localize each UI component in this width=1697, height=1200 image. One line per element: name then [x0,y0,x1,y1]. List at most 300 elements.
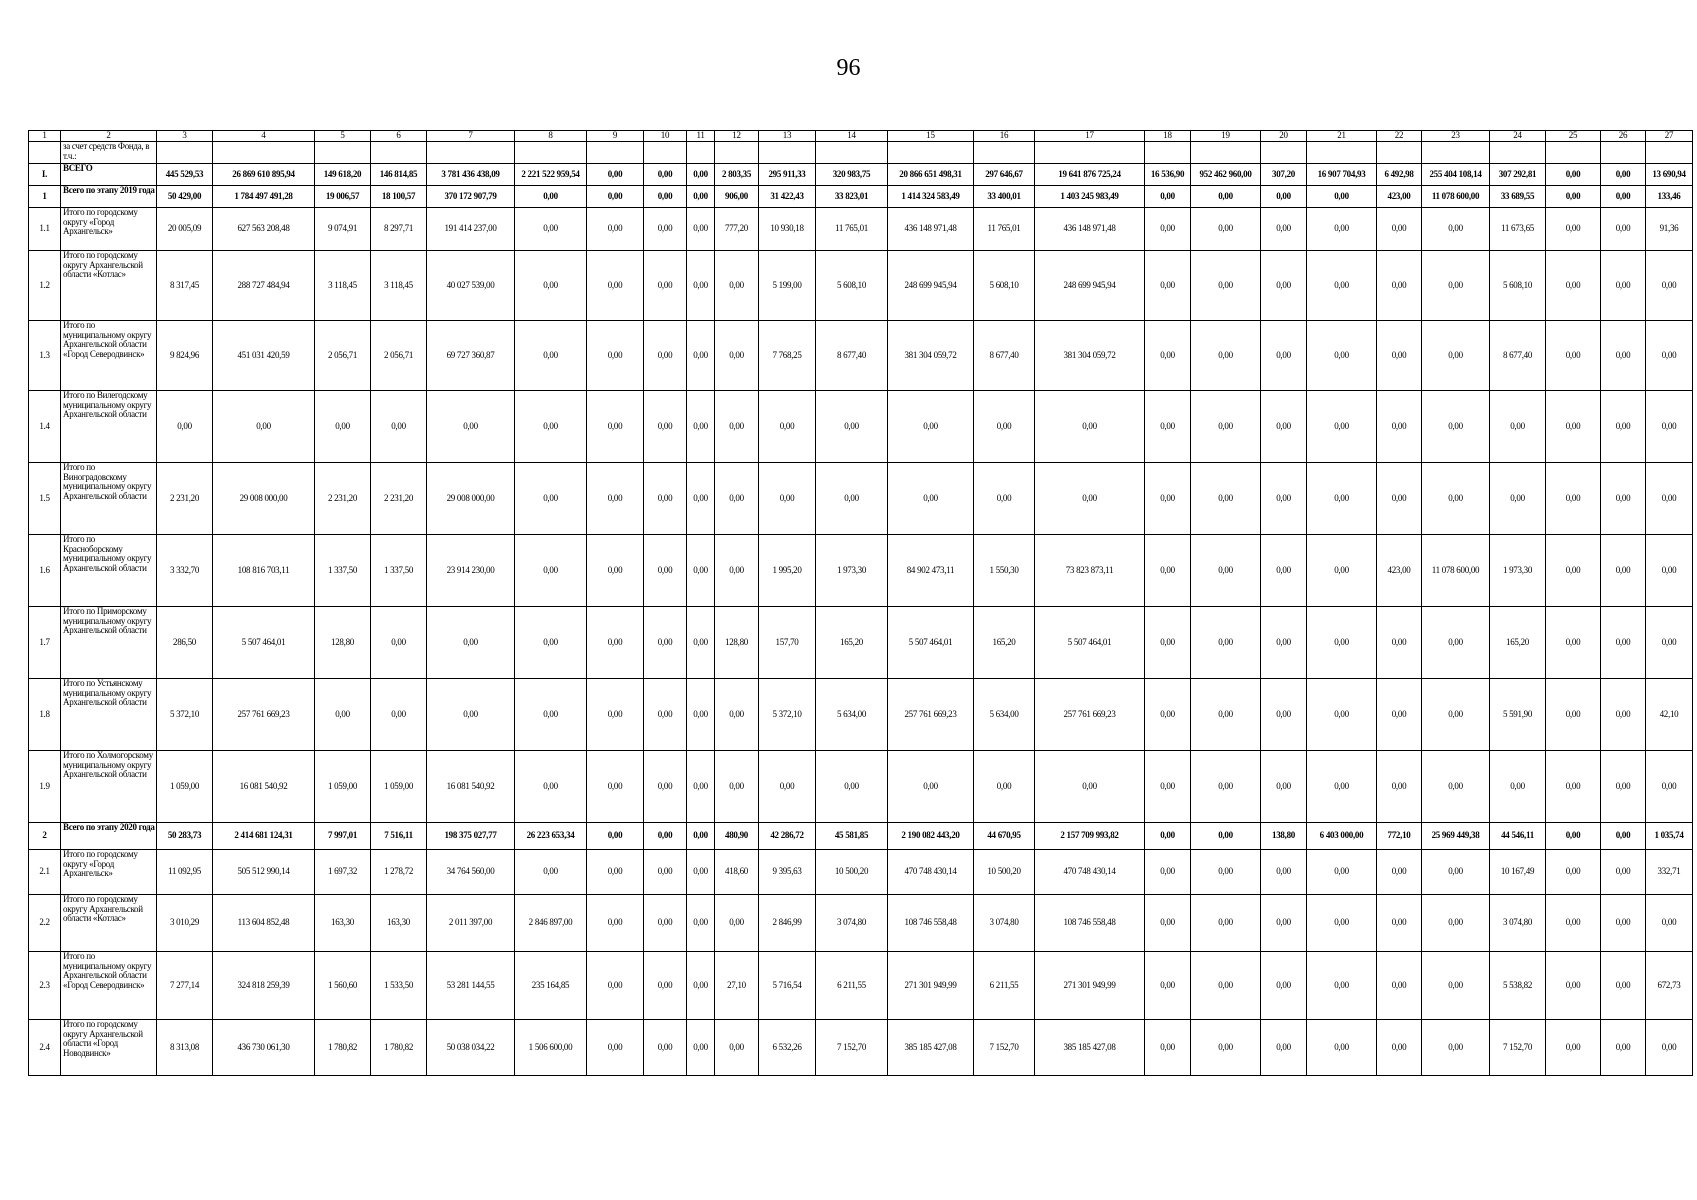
table-cell: 0,00 [1490,391,1546,463]
row-name-cell: Итого по муниципальному округу Архангельской области «Город Северодвинск» [61,321,157,391]
table-cell: 27,10 [715,952,759,1020]
table-cell: 0,00 [644,895,687,952]
table-cell: 332,71 [1646,850,1693,895]
table-cell: 0,00 [1191,607,1261,679]
table-cell: 2 056,71 [371,321,427,391]
table-cell: 8 297,71 [371,208,427,251]
table-cell: 0,00 [587,251,644,321]
table-cell: 423,00 [1377,535,1422,607]
table-cell: 0,00 [1145,321,1191,391]
table-cell: 2 803,35 [715,164,759,186]
table-cell: 157,70 [759,607,816,679]
table-cell: 906,00 [715,186,759,208]
table-cell: 0,00 [687,321,715,391]
table-cell: 248 699 945,94 [888,251,974,321]
column-number-cell: 27 [1646,131,1693,142]
table-cell: 0,00 [1261,463,1307,535]
table-cell: 5 507 464,01 [213,607,315,679]
table-cell: 0,00 [587,607,644,679]
table-cell: 2 011 397,00 [427,895,515,952]
table-cell: 320 983,75 [816,164,888,186]
table-cell [974,142,1035,164]
table-cell: 0,00 [1546,535,1601,607]
table-cell: 0,00 [687,679,715,751]
table-cell: 165,20 [1490,607,1546,679]
table-cell: 0,00 [715,321,759,391]
table-cell: 0,00 [1646,895,1693,952]
table-cell: 91,36 [1646,208,1693,251]
column-number-cell: 2 [61,131,157,142]
table-row [29,1020,1693,1076]
table-cell: 2 846 897,00 [515,895,587,952]
column-number-cell: 14 [816,131,888,142]
table-cell: 0,00 [644,1020,687,1076]
table-cell [1422,142,1490,164]
table-cell: 0,00 [1601,679,1646,751]
table-cell: 672,73 [1646,952,1693,1020]
table-cell: 2 231,20 [371,463,427,535]
table-cell: 0,00 [1307,607,1377,679]
table-cell: 16 536,90 [1145,164,1191,186]
table-cell: 0,00 [515,607,587,679]
table-cell: 257 761 669,23 [888,679,974,751]
table-cell: 0,00 [644,391,687,463]
table-cell: 0,00 [1261,391,1307,463]
table-body [29,131,1693,1076]
table-cell: 0,00 [1422,321,1490,391]
table-cell: 271 301 949,99 [888,952,974,1020]
row-number-cell: 1 [29,186,61,208]
row-number-cell: 1.3 [29,321,61,391]
table-cell: 0,00 [587,895,644,952]
table-cell: 0,00 [1546,321,1601,391]
table-cell: 0,00 [1035,391,1145,463]
table-cell: 33 689,55 [1490,186,1546,208]
table-row [29,208,1693,251]
table-cell: 0,00 [687,251,715,321]
table-cell: 0,00 [644,607,687,679]
table-cell: 0,00 [587,391,644,463]
table-cell: 0,00 [687,952,715,1020]
table-cell [1646,142,1693,164]
table-cell: 288 727 484,94 [213,251,315,321]
table-cell: 42,10 [1646,679,1693,751]
table-cell: 0,00 [1307,391,1377,463]
table-cell: 1 995,20 [759,535,816,607]
table-cell: 23 914 230,00 [427,535,515,607]
table-cell: 8 677,40 [1490,321,1546,391]
table-cell: 0,00 [1191,186,1261,208]
table-cell: 0,00 [644,679,687,751]
table-cell: 50 038 034,22 [427,1020,515,1076]
table-cell: 0,00 [213,391,315,463]
table-cell: 198 375 027,77 [427,823,515,850]
table-cell [1601,142,1646,164]
table-cell: 45 581,85 [816,823,888,850]
table-cell: 0,00 [1307,850,1377,895]
table-cell: 0,00 [1307,208,1377,251]
table-cell: 381 304 059,72 [888,321,974,391]
table-cell: 0,00 [1145,1020,1191,1076]
table-cell: 0,00 [1191,535,1261,607]
column-number-cell: 11 [687,131,715,142]
table-cell: 146 814,85 [371,164,427,186]
table-cell: 10 167,49 [1490,850,1546,895]
table-cell: 0,00 [587,952,644,1020]
table-cell: 8 313,08 [157,1020,213,1076]
table-cell: 0,00 [1546,391,1601,463]
table-cell: 0,00 [715,679,759,751]
table-cell: 0,00 [1422,208,1490,251]
table-cell: 0,00 [1145,391,1191,463]
table-cell: 5 608,10 [974,251,1035,321]
table-cell: 0,00 [1646,1020,1693,1076]
table-cell: 0,00 [587,321,644,391]
table-cell: 0,00 [759,463,816,535]
table-cell: 0,00 [1191,895,1261,952]
table-cell: 0,00 [587,751,644,823]
column-number-cell: 18 [1145,131,1191,142]
table-cell: 165,20 [974,607,1035,679]
table-cell: 0,00 [315,391,371,463]
table-cell: 5 199,00 [759,251,816,321]
table-cell: 307,20 [1261,164,1307,186]
table-cell: 0,00 [687,535,715,607]
column-number-cell: 13 [759,131,816,142]
table-row [29,895,1693,952]
table-cell: 0,00 [1422,1020,1490,1076]
table-cell [371,142,427,164]
table-cell: 0,00 [1191,391,1261,463]
table-cell: 0,00 [587,823,644,850]
table-cell: 0,00 [1546,251,1601,321]
column-number-cell: 10 [644,131,687,142]
table-cell: 0,00 [1307,251,1377,321]
table-cell: 436 148 971,48 [888,208,974,251]
table-cell: 0,00 [1145,751,1191,823]
data-table [28,130,1693,1076]
table-cell: 31 422,43 [759,186,816,208]
table-cell: 13 690,94 [1646,164,1693,186]
table-cell: 0,00 [1422,463,1490,535]
column-number-cell: 7 [427,131,515,142]
table-cell: 0,00 [1191,823,1261,850]
table-row [29,607,1693,679]
table-cell: 0,00 [1307,463,1377,535]
table-cell: 286,50 [157,607,213,679]
table-cell: 5 608,10 [1490,251,1546,321]
table-cell: 0,00 [515,251,587,321]
row-name-cell: Итого по муниципальному округу Архангельской области «Город Северодвинск» [61,952,157,1020]
table-cell: 5 591,90 [1490,679,1546,751]
table-cell: 0,00 [888,463,974,535]
table-cell: 0,00 [1601,251,1646,321]
table-cell: 1 780,82 [371,1020,427,1076]
column-number-cell: 20 [1261,131,1307,142]
table-cell: 0,00 [1646,251,1693,321]
table-cell: 0,00 [587,186,644,208]
table-cell: 0,00 [1422,952,1490,1020]
table-cell: 0,00 [1546,186,1601,208]
table-cell: 0,00 [371,391,427,463]
table-cell: 9 074,91 [315,208,371,251]
table-cell [1377,142,1422,164]
table-cell [1145,142,1191,164]
table-cell: 1 337,50 [315,535,371,607]
table-cell: 2 231,20 [157,463,213,535]
table-cell: 0,00 [1601,895,1646,952]
table-cell [687,142,715,164]
row-number-cell: 2.1 [29,850,61,895]
table-cell: 2 190 082 443,20 [888,823,974,850]
row-name-cell: за счет средств Фонда, в т.ч.: [61,142,157,164]
table-cell: 0,00 [1601,164,1646,186]
table-cell: 0,00 [1145,823,1191,850]
table-cell: 0,00 [1422,850,1490,895]
table-cell: 1 059,00 [157,751,213,823]
table-cell: 6 403 000,00 [1307,823,1377,850]
row-number-cell: 2 [29,823,61,850]
table-cell: 0,00 [587,535,644,607]
table-cell: 0,00 [1307,1020,1377,1076]
table-cell: 0,00 [1546,463,1601,535]
table-cell: 0,00 [1601,823,1646,850]
table-cell: 0,00 [1377,607,1422,679]
column-number-cell: 5 [315,131,371,142]
table-cell: 0,00 [587,1020,644,1076]
table-cell: 271 301 949,99 [1035,952,1145,1020]
table-cell: 0,00 [1145,895,1191,952]
table-cell: 0,00 [1377,391,1422,463]
table-cell: 0,00 [1601,952,1646,1020]
row-name-cell: Итого по Вилегодскому муниципальному округу Архангельской области [61,391,157,463]
table-cell: 470 748 430,14 [888,850,974,895]
table-cell: 0,00 [1145,251,1191,321]
table-cell: 53 281 144,55 [427,952,515,1020]
column-number-cell: 19 [1191,131,1261,142]
table-cell: 1 035,74 [1646,823,1693,850]
table-cell: 29 008 000,00 [213,463,315,535]
table-cell: 0,00 [427,607,515,679]
table-cell: 0,00 [1145,186,1191,208]
table-cell: 0,00 [1546,607,1601,679]
table-cell: 0,00 [1546,850,1601,895]
table-cell: 627 563 208,48 [213,208,315,251]
table-cell: 26 223 653,34 [515,823,587,850]
table-cell: 0,00 [1261,251,1307,321]
table-cell: 2 221 522 959,54 [515,164,587,186]
table-cell: 33 823,01 [816,186,888,208]
table-cell: 6 211,55 [974,952,1035,1020]
table-cell: 3 074,80 [974,895,1035,952]
column-number-row [29,131,1693,142]
table-row [29,321,1693,391]
table-cell: 0,00 [1261,850,1307,895]
table-cell: 0,00 [687,895,715,952]
table-cell: 0,00 [1191,1020,1261,1076]
table-cell: 5 634,00 [816,679,888,751]
row-number-cell: 2.4 [29,1020,61,1076]
table-cell: 2 157 709 993,82 [1035,823,1145,850]
table-cell: 3 118,45 [315,251,371,321]
table-cell: 0,00 [974,391,1035,463]
table-cell: 0,00 [515,391,587,463]
data-table-container [28,130,1686,1076]
table-row [29,535,1693,607]
table-cell: 0,00 [1422,895,1490,952]
table-cell: 0,00 [644,535,687,607]
table-cell: 952 462 960,00 [1191,164,1261,186]
row-name-cell: Итого по Холмогорскому муниципальному округу Архангельской области [61,751,157,823]
table-cell: 7 152,70 [816,1020,888,1076]
table-cell: 505 512 990,14 [213,850,315,895]
table-cell: 0,00 [1546,679,1601,751]
table-cell: 163,30 [371,895,427,952]
table-cell: 0,00 [1261,751,1307,823]
table-cell: 0,00 [1035,463,1145,535]
table-cell: 0,00 [715,251,759,321]
table-cell: 0,00 [644,823,687,850]
table-row [29,679,1693,751]
row-number-cell: 1.2 [29,251,61,321]
table-cell: 0,00 [715,463,759,535]
table-cell [644,142,687,164]
table-cell: 0,00 [687,850,715,895]
table-cell: 19 006,57 [315,186,371,208]
table-cell [816,142,888,164]
table-cell: 0,00 [1307,321,1377,391]
table-cell [715,142,759,164]
table-cell: 0,00 [644,751,687,823]
row-number-cell: 2.3 [29,952,61,1020]
table-cell: 108 746 558,48 [888,895,974,952]
table-cell: 0,00 [1546,823,1601,850]
row-number-cell [29,142,61,164]
table-cell: 5 716,54 [759,952,816,1020]
table-cell: 0,00 [1261,321,1307,391]
table-cell: 1 697,32 [315,850,371,895]
table-cell [888,142,974,164]
table-cell: 44 546,11 [1490,823,1546,850]
table-cell: 10 500,20 [974,850,1035,895]
table-cell: 1 973,30 [1490,535,1546,607]
table-cell: 235 164,85 [515,952,587,1020]
table-cell: 73 823 873,11 [1035,535,1145,607]
table-cell: 0,00 [1145,607,1191,679]
row-number-cell: 1.5 [29,463,61,535]
table-cell: 7 152,70 [1490,1020,1546,1076]
table-cell: 0,00 [1191,679,1261,751]
column-number-cell: 24 [1490,131,1546,142]
row-number-cell: 1.9 [29,751,61,823]
table-cell [759,142,816,164]
table-cell: 0,00 [587,208,644,251]
table-cell: 5 372,10 [759,679,816,751]
table-cell: 0,00 [1422,751,1490,823]
table-cell: 0,00 [1377,208,1422,251]
table-row [29,391,1693,463]
table-cell [1261,142,1307,164]
table-cell: 0,00 [759,751,816,823]
table-cell: 2 846,99 [759,895,816,952]
table-cell: 772,10 [1377,823,1422,850]
table-cell: 113 604 852,48 [213,895,315,952]
table-cell: 0,00 [687,607,715,679]
table-cell: 0,00 [816,463,888,535]
table-cell [427,142,515,164]
table-cell: 0,00 [1546,751,1601,823]
row-name-cell: Итого по Виноградовскому муниципальному округу Архангельской области [61,463,157,535]
table-cell: 3 010,29 [157,895,213,952]
table-cell: 0,00 [1261,895,1307,952]
table-cell: 11 765,01 [816,208,888,251]
table-cell: 50 429,00 [157,186,213,208]
column-number-cell: 3 [157,131,213,142]
table-cell: 0,00 [1377,463,1422,535]
table-cell: 5 634,00 [974,679,1035,751]
table-cell: 255 404 108,14 [1422,164,1490,186]
table-cell: 297 646,67 [974,164,1035,186]
table-cell: 0,00 [644,208,687,251]
table-cell: 11 078 600,00 [1422,535,1490,607]
table-cell: 29 008 000,00 [427,463,515,535]
table-cell: 0,00 [1191,208,1261,251]
table-cell: 0,00 [157,391,213,463]
table-cell: 20 005,09 [157,208,213,251]
table-cell: 370 172 907,79 [427,186,515,208]
table-cell: 0,00 [1377,1020,1422,1076]
table-cell: 5 507 464,01 [888,607,974,679]
table-row [29,142,1693,164]
table-cell: 0,00 [1646,751,1693,823]
column-number-cell: 25 [1546,131,1601,142]
table-cell: 248 699 945,94 [1035,251,1145,321]
table-cell: 423,00 [1377,186,1422,208]
table-cell [1546,142,1601,164]
table-cell: 0,00 [1261,952,1307,1020]
table-cell: 0,00 [1546,952,1601,1020]
table-cell: 0,00 [1601,391,1646,463]
column-number-cell: 22 [1377,131,1422,142]
table-cell: 0,00 [1546,895,1601,952]
table-row [29,251,1693,321]
table-cell: 1 059,00 [371,751,427,823]
table-cell: 1 533,50 [371,952,427,1020]
table-row [29,850,1693,895]
table-cell: 5 538,82 [1490,952,1546,1020]
table-cell: 0,00 [687,164,715,186]
table-cell: 0,00 [715,895,759,952]
table-cell: 11 092,95 [157,850,213,895]
table-cell: 0,00 [644,186,687,208]
table-cell: 163,30 [315,895,371,952]
table-cell: 69 727 360,87 [427,321,515,391]
table-cell [515,142,587,164]
table-cell: 0,00 [587,164,644,186]
table-cell: 1 784 497 491,28 [213,186,315,208]
table-cell: 0,00 [1307,751,1377,823]
table-cell: 0,00 [515,186,587,208]
table-cell: 0,00 [1191,463,1261,535]
column-number-cell: 1 [29,131,61,142]
table-row [29,823,1693,850]
row-name-cell: Итого по городскому округу Архангельской области «Котлас» [61,895,157,952]
table-cell: 0,00 [687,208,715,251]
table-cell: 16 907 704,93 [1307,164,1377,186]
column-number-cell: 21 [1307,131,1377,142]
table-cell: 0,00 [1601,208,1646,251]
table-cell: 445 529,53 [157,164,213,186]
